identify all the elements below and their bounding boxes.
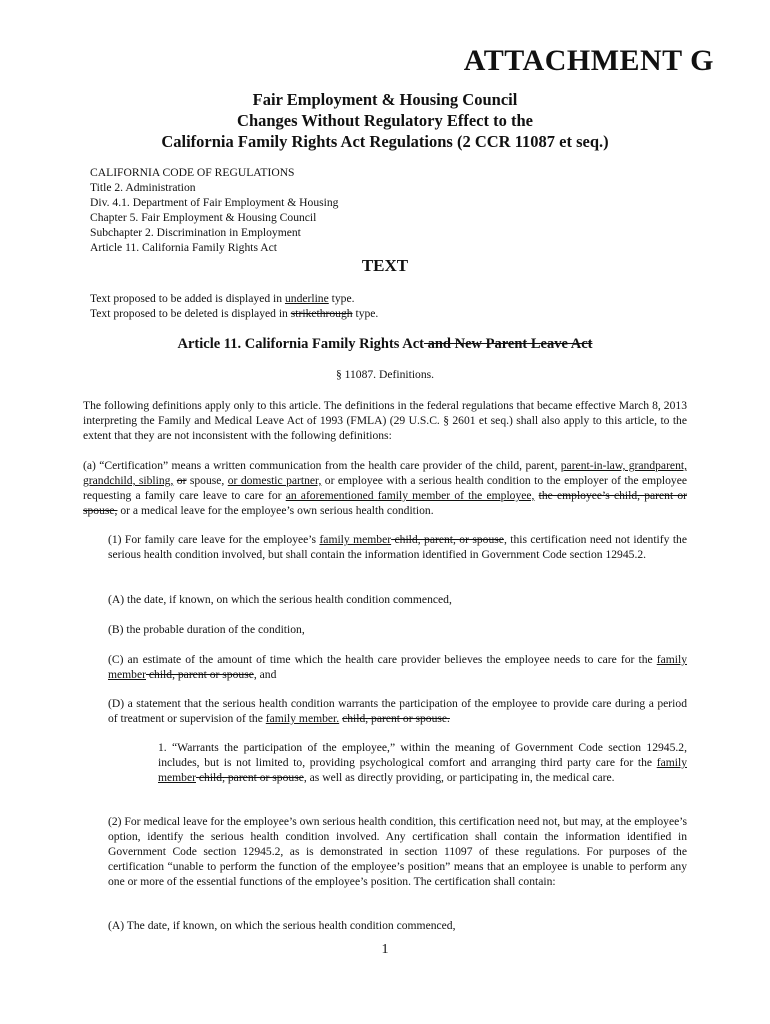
article-title-text: Article 11. California Family Rights Act <box>177 336 424 352</box>
legend-deleted <box>90 306 378 321</box>
code-line: Subchapter 2. Discrimination in Employment <box>90 226 301 239</box>
legend-text: type. <box>328 292 355 305</box>
deleted-text: child, parent, or spouse <box>391 533 504 546</box>
heading-line-2: Changes Without Regulatory Effect to the <box>237 111 533 130</box>
deleted-text: or <box>176 474 187 487</box>
text-run: (a) “Certification” means a written communication from the health care provider of the child, parent, <box>83 459 561 472</box>
item-b-paragraph: (B) the probable duration of the condition, <box>108 623 305 636</box>
article-title <box>0 336 770 353</box>
code-line: Article 11. California Family Rights Act <box>90 241 277 254</box>
item-d-paragraph <box>108 696 687 726</box>
text-run: (C) an estimate of the amount of time which the health care provider believes the employee needs to care for the <box>108 653 657 666</box>
attachment-label: ATTACHMENT G <box>463 44 714 77</box>
subsection-1-paragraph <box>108 532 687 562</box>
item-2a-paragraph: (A) The date, if known, on which the serious health condition commenced, <box>108 919 456 932</box>
item-a-paragraph: (A) the date, if known, on which the serious health condition commenced, <box>108 593 452 606</box>
text-run: or a medical leave for the employee’s own serious health condition. <box>117 504 434 517</box>
text-run: , as well as directly providing, or participating in, the medical care. <box>303 771 615 784</box>
article-title-deleted: and New Parent Leave Act <box>423 336 593 352</box>
heading-line-1: Fair Employment & Housing Council <box>252 90 518 109</box>
deleted-text: child, parent or spouse <box>196 771 304 784</box>
legend-text: type. <box>352 307 379 320</box>
added-text: family member <box>319 533 392 546</box>
legend-strikethrough-sample: strikethrough <box>290 307 353 320</box>
page-number: 1 <box>381 942 389 957</box>
deleted-text: child, parent or spouse <box>146 668 254 681</box>
item-d1-paragraph <box>158 740 687 785</box>
deleted-text: the employee’s child, parent or spouse, <box>83 489 688 517</box>
text-run: spouse, <box>186 474 228 487</box>
intro-paragraph: The following definitions apply only to this article. The definitions in the federal regulations that became effective March 8, 2013 interpreting the Family and Medical Leave Act of 1993 (FMLA) (29 U.S.C. § 2601 et seq.) shall also apply to this article, to the extent that they are not inconsistent with the following definitions: <box>83 399 687 442</box>
text-run: (1) For family care leave for the employee’s <box>108 533 320 546</box>
legend-text: Text proposed to be deleted is displayed in <box>90 307 291 320</box>
code-line: CALIFORNIA CODE OF REGULATIONS <box>90 166 295 179</box>
added-text: family member. <box>265 712 340 725</box>
text-run: 1. “Warrants the participation of the employee,” within the meaning of Government Code section 12945.2, includes, but is not limited to, providing psychological comfort and arranging third party care for the <box>158 741 687 769</box>
heading-line-3: California Family Rights Act Regulations (2 CCR 11087 et seq.) <box>161 132 609 151</box>
format-legend <box>90 291 378 321</box>
text-run: , this certification need not identify the serious health condition involved, but shall contain the information identified in Government Code section 12945.2. <box>108 533 687 561</box>
added-text: or domestic partner, <box>227 474 322 487</box>
document-heading <box>0 89 770 152</box>
legend-text: Text proposed to be added is displayed in <box>90 292 285 305</box>
text-run: , and <box>253 668 277 681</box>
text-section-title: TEXT <box>361 256 409 275</box>
item-c-paragraph <box>108 652 687 682</box>
text-run: or employee with a serious health condition to the employer of the employee requesting a family care leave to care for <box>83 474 688 502</box>
deleted-text: child, parent or spouse. <box>342 712 450 725</box>
legend-added <box>90 291 378 306</box>
added-text: family member <box>108 653 687 681</box>
added-text: an aforementioned family member of the employee, <box>285 489 535 502</box>
legend-underline-sample: underline <box>284 292 329 305</box>
text-run: (D) a statement that the serious health condition warrants the participation of the employee to provide care during a period of treatment or supervision of the <box>108 697 687 725</box>
code-citation <box>90 165 338 255</box>
code-line: Title 2. Administration <box>90 181 196 194</box>
added-text: family member <box>158 756 687 784</box>
section-title: § 11087. Definitions. <box>335 368 435 381</box>
code-line: Div. 4.1. Department of Fair Employment & Housing <box>90 196 339 209</box>
added-text: parent-in-law, grandparent, grandchild, sibling, <box>83 459 687 487</box>
definition-a-paragraph <box>83 458 687 518</box>
code-line: Chapter 5. Fair Employment & Housing Council <box>90 211 317 224</box>
subsection-2-paragraph: (2) For medical leave for the employee’s own serious health condition, this certification need not, but may, at the employee’s option, identify the serious health condition involved. Any certification shall contain the information identified in Government Code section 12945.2, as is demonstrated in section 11097 of these regulations. For purposes of the certification “unable to perform the function of the employee’s position” means that an employee is unable to perform any one or more of the essential functions of the employee’s position. The certification shall contain: <box>108 815 687 888</box>
